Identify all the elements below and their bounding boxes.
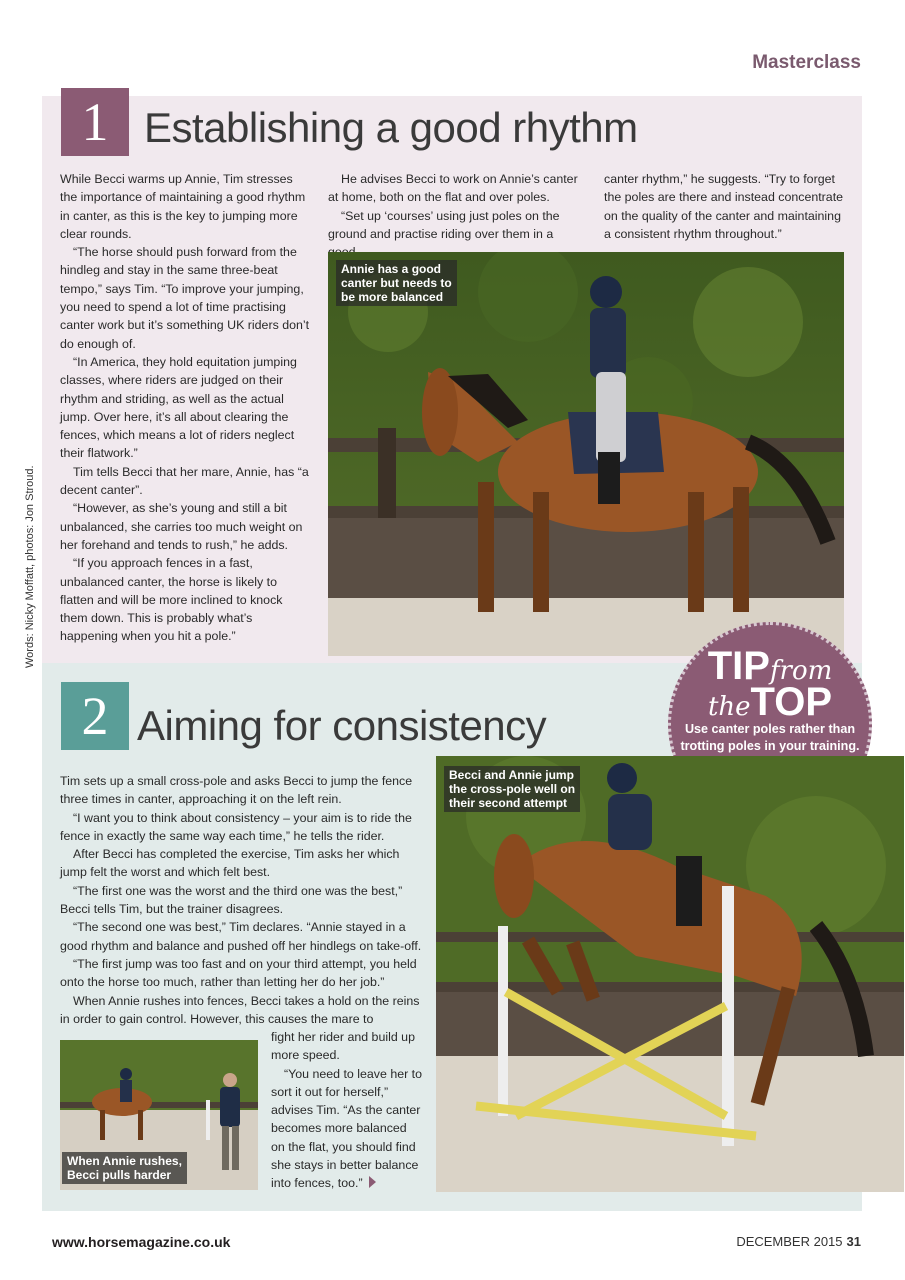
issue-date: DECEMBER 2015 <box>736 1234 843 1249</box>
cross-pole-photo-illustration <box>436 756 904 1192</box>
paragraph: Tim sets up a small cross-pole and asks Becci to jump the fence three times in canter, approaching it on the left rein. <box>60 774 413 807</box>
end-of-article-arrow-icon <box>369 1176 376 1188</box>
footer-url: www.horsemagazine.co.uk <box>52 1234 231 1250</box>
paragraph: When Annie rushes into fences, Becci takes a hold on the reins in order to gain control. However, this causes the mare to <box>60 993 420 1026</box>
paragraph: “In America, they hold equitation jumping classes, where riders are judged on their rhythm and striding, as well as the actual jump. Over here, it’s all about clearing the fences, which means a lot of riders neglect their flatwork.” <box>60 354 297 461</box>
rushing-photo <box>60 1040 258 1190</box>
footer-issue <box>736 1234 861 1249</box>
section-1-column-3 <box>604 170 846 243</box>
paragraph: “I want you to think about consistency – your aim is to ride the fence in exactly the same way each time,” he tells the rider. <box>60 810 412 843</box>
cross-pole-photo <box>436 756 904 1192</box>
paragraph: canter rhythm,” he suggests. “Try to forget the poles are there and instead concentrate on the quality of the canter and maintaining a consistent rhythm throughout.” <box>604 172 844 241</box>
section-2-column-1 <box>60 772 422 1028</box>
top-word: TOP <box>750 680 833 724</box>
page-number: 31 <box>846 1234 861 1249</box>
paragraph: fight her rider and build up more speed. <box>271 1030 415 1063</box>
tip-word: TIP <box>707 644 770 688</box>
paragraph: “The horse should push forward from the hindleg and stay in the same three-beat tempo,” says Tim. “To improve your jumping, you need to spend a lot of time practising canter work but it’s something UK riders don’t do enough of. <box>60 245 310 351</box>
section-1-number: 1 <box>61 88 129 156</box>
canter-photo-caption: Annie has a good canter but needs to be more balanced <box>336 260 457 306</box>
rushing-photo-caption: When Annie rushes, Becci pulls harder <box>62 1152 187 1184</box>
paragraph-text: “You need to leave her to sort it out for herself,” advises Tim. “As the canter becomes more balanced on the flat, you should find she stays in better balance into fences, too.” <box>271 1066 423 1191</box>
paragraph: “However, as she’s young and still a bit unbalanced, she carries too much weight on her forehand and tends to rush,” he adds. <box>60 501 303 552</box>
photo-credit: Words: Nicky Moffatt, photos: Jon Stroud. <box>24 465 36 668</box>
canter-photo <box>328 252 844 656</box>
paragraph: While Becci warms up Annie, Tim stresses the importance of maintaining a good rhythm in canter, as this is the key to jumping more clear rounds. <box>60 172 306 241</box>
section-1-column-1 <box>60 170 312 646</box>
paragraph <box>271 1065 423 1193</box>
the-word: the <box>707 692 751 722</box>
paragraph: “The second one was best,” Tim declares. “Annie stayed in a good rhythm and balance and pushed off her hindlegs on take-off. <box>60 920 422 953</box>
paragraph: “The first jump was too fast and on your third attempt, you held onto the horse too much, rather than letting her do her job.” <box>60 956 417 990</box>
section-label: Masterclass <box>752 52 861 73</box>
paragraph: He advises Becci to work on Annie’s canter at home, both on the flat and over poles. <box>328 172 578 205</box>
section-2-title: Aiming for consistency <box>137 702 547 749</box>
section-2-number: 2 <box>61 682 129 750</box>
section-1-column-2 <box>328 170 584 261</box>
paragraph: After Becci has completed the exercise, Tim asks her which jump felt the worst and which felt best. <box>60 847 400 880</box>
section-2-column-2 <box>271 1028 423 1193</box>
paragraph: “If you approach fences in a fast, unbalanced canter, the horse is likely to flatten and will be more inclined to knock them down. This is probably what’s happening when you hit a pole.” <box>60 556 283 644</box>
paragraph: “Set up ‘courses’ using just poles on the ground and practise riding over them in a <box>328 208 560 241</box>
canter-photo-illustration <box>328 252 844 656</box>
paragraph: “The first one was the worst and the third one was the best,” Becci tells Tim, but the trainer disagrees. <box>60 883 403 917</box>
cross-pole-photo-caption: Becci and Annie jump the cross-pole well on their second attempt <box>444 766 580 812</box>
section-1-title: Establishing a good rhythm <box>144 104 638 151</box>
tip-body: Use canter poles rather than trotting poles in your training. <box>680 722 860 753</box>
tip-heading-line-2 <box>671 680 869 726</box>
paragraph: Tim tells Becci that her mare, Annie, has “a decent canter”. <box>60 464 309 498</box>
from-word: from <box>769 656 833 686</box>
